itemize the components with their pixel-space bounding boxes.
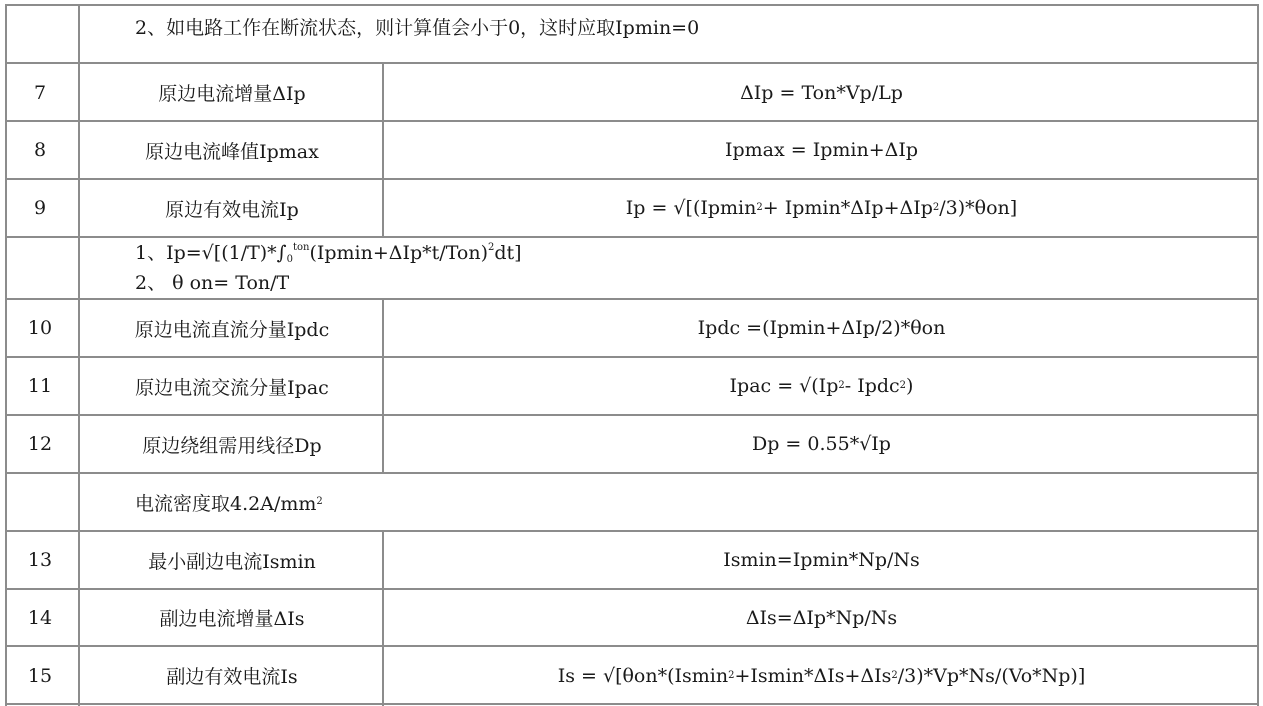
formula-cell: ΔIp = Ton*Vp/Lp xyxy=(740,81,903,104)
row-number: 15 xyxy=(27,664,53,687)
note-line: 2、 θ on= Ton/T xyxy=(135,272,290,294)
superscript: ton xyxy=(292,242,310,253)
row-number: 8 xyxy=(33,139,47,161)
table-row xyxy=(0,300,1263,356)
formula-part: +Ismin*ΔIs+ΔIs xyxy=(734,664,892,687)
formula-cell: Ismin=Ipmin*Np/Ns xyxy=(723,549,920,571)
table-row xyxy=(0,5,1263,62)
subscript: 0 xyxy=(286,254,293,265)
formula-cell: Dp = 0.55*√Ip xyxy=(752,433,891,455)
table-rule xyxy=(5,588,1259,590)
table-row xyxy=(0,238,1263,298)
formula-part: Is = √[θon*(Ismin xyxy=(557,664,729,687)
row-number: 12 xyxy=(27,433,53,455)
note-cell: 2、如电路工作在断流状态，则计算值会小于0，这时应取Ipmin=0 xyxy=(135,17,700,39)
table-rule xyxy=(5,703,1259,705)
row-number: 10 xyxy=(27,317,53,339)
table-row xyxy=(0,647,1263,704)
parameter-name: 原边绕组需用线径Dp xyxy=(142,434,322,457)
formula-cell: Ipmax = Ipmin+ΔIp xyxy=(724,139,919,161)
table-rule xyxy=(5,120,1259,122)
parameter-name: 原边电流峰值Ipmax xyxy=(145,140,319,163)
table-row xyxy=(0,474,1263,530)
formula-part: - Ipdc xyxy=(844,375,900,397)
table-row xyxy=(0,590,1263,645)
formula-part: Ip = √[(Ipmin xyxy=(625,197,757,219)
parameter-name: 原边电流直流分量Ipdc xyxy=(134,318,330,341)
parameter-name: 最小副边电流Ismin xyxy=(148,550,316,573)
table-row xyxy=(0,64,1263,121)
table-divider-name xyxy=(382,298,384,473)
note-cell xyxy=(80,238,1259,298)
note-text: 电流密度取4.2A/mm xyxy=(135,492,317,515)
formula-cell: Ipac = √(Ip 2 - Ipdc 2 ) xyxy=(729,375,914,397)
formula-cell: ΔIs=ΔIp*Np/Ns xyxy=(745,606,898,629)
table-rule xyxy=(5,356,1259,358)
superscript: 2 xyxy=(488,242,495,253)
parameter-name: 原边有效电流Ip xyxy=(165,198,299,221)
table-rule xyxy=(5,414,1259,416)
parameter-name: 副边电流增量ΔIs xyxy=(159,608,305,630)
table-rule xyxy=(5,645,1259,647)
table-rule xyxy=(5,298,1259,300)
formula-cell: Is = √[θon*(Ismin 2 +Ismin*ΔIs+ΔIs 2 /3)*Vp*Ns/(Vo*Np)] xyxy=(557,664,1086,687)
table-row xyxy=(0,122,1263,178)
note-cell: 电流密度取4.2A/mm 2 xyxy=(80,474,1259,530)
formula-cell: Ipdc =(Ipmin+ΔIp/2)*θon xyxy=(697,317,946,339)
parameter-name: 原边电流交流分量Ipac xyxy=(135,376,329,399)
table-rule xyxy=(5,62,1259,64)
formula-part: + Ipmin*ΔIp+ΔIp xyxy=(762,197,933,219)
table-row xyxy=(0,416,1263,472)
row-number: 9 xyxy=(33,197,47,219)
table-row xyxy=(0,180,1263,236)
formula-cell: Ip = √[(Ipmin 2 + Ipmin*ΔIp+ΔIp 2 /3)*θon] xyxy=(625,197,1018,219)
row-number: 7 xyxy=(33,81,47,104)
note-line xyxy=(135,238,522,268)
table-divider-name xyxy=(382,530,384,706)
table-row xyxy=(0,532,1263,588)
row-number: 13 xyxy=(27,549,53,571)
table-rule xyxy=(5,4,1259,6)
table-row xyxy=(0,358,1263,414)
table-rule xyxy=(5,236,1259,238)
parameter-name: 原边电流增量ΔIp xyxy=(158,83,306,105)
formula-part: ) xyxy=(906,375,914,397)
table-rule xyxy=(5,530,1259,532)
note-text: dt] xyxy=(494,242,522,264)
row-number: 11 xyxy=(27,375,53,397)
row-number: 14 xyxy=(27,606,53,629)
table-divider-name xyxy=(382,62,384,237)
note-text: 1、Ip=√[(1/T)*∫ xyxy=(135,242,287,264)
formula-part: /3)*θon] xyxy=(939,197,1018,219)
formula-part: /3)*Vp*Ns/(Vo*Np)] xyxy=(897,664,1086,687)
note-text: (Ipmin+ΔIp*t/Ton) xyxy=(309,242,488,264)
formula-part: Ipac = √(Ip xyxy=(729,375,839,397)
table-rule xyxy=(5,178,1259,180)
table-rule xyxy=(5,472,1259,474)
parameter-name: 副边有效电流Is xyxy=(166,666,298,688)
